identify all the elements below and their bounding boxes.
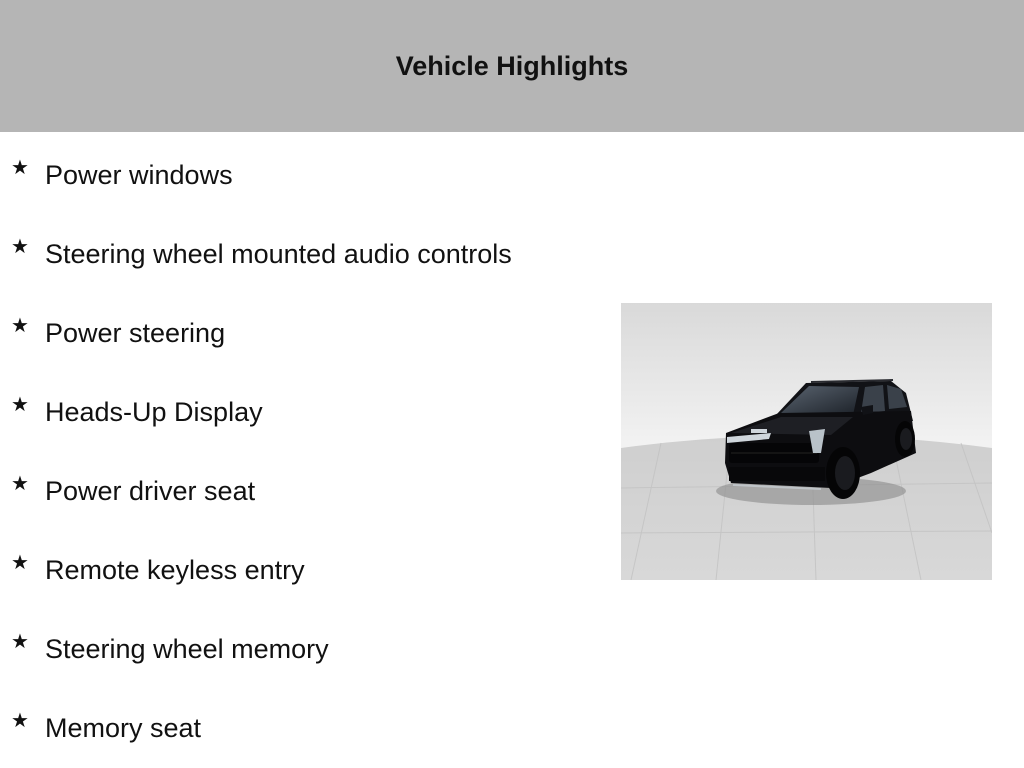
highlight-label: Steering wheel mounted audio controls	[45, 239, 512, 269]
star-icon: ★	[11, 710, 29, 732]
star-icon: ★	[11, 394, 29, 416]
star-icon: ★	[11, 315, 29, 337]
list-item	[0, 547, 600, 587]
highlights-header	[0, 0, 1024, 132]
highlight-label: Memory seat	[45, 713, 202, 743]
highlight-label: Heads-Up Display	[45, 397, 263, 427]
highlight-label: Power steering	[45, 318, 226, 348]
star-icon: ★	[11, 157, 29, 179]
list-item	[0, 468, 600, 508]
star-icon: ★	[11, 473, 29, 495]
list-item	[0, 705, 600, 745]
star-icon: ★	[11, 236, 29, 258]
highlight-label: Power driver seat	[45, 476, 256, 506]
list-item	[0, 626, 600, 666]
highlight-label: Power windows	[45, 160, 233, 190]
list-item	[0, 231, 600, 271]
highlight-label: Remote keyless entry	[45, 555, 305, 585]
list-item	[0, 152, 600, 192]
page-title: Vehicle Highlights	[395, 50, 629, 81]
highlight-label: Steering wheel memory	[45, 634, 329, 664]
star-icon: ★	[11, 552, 29, 574]
list-item	[0, 389, 600, 429]
list-item	[0, 310, 600, 350]
star-icon: ★	[11, 631, 29, 653]
vehicle-photo	[621, 303, 992, 580]
